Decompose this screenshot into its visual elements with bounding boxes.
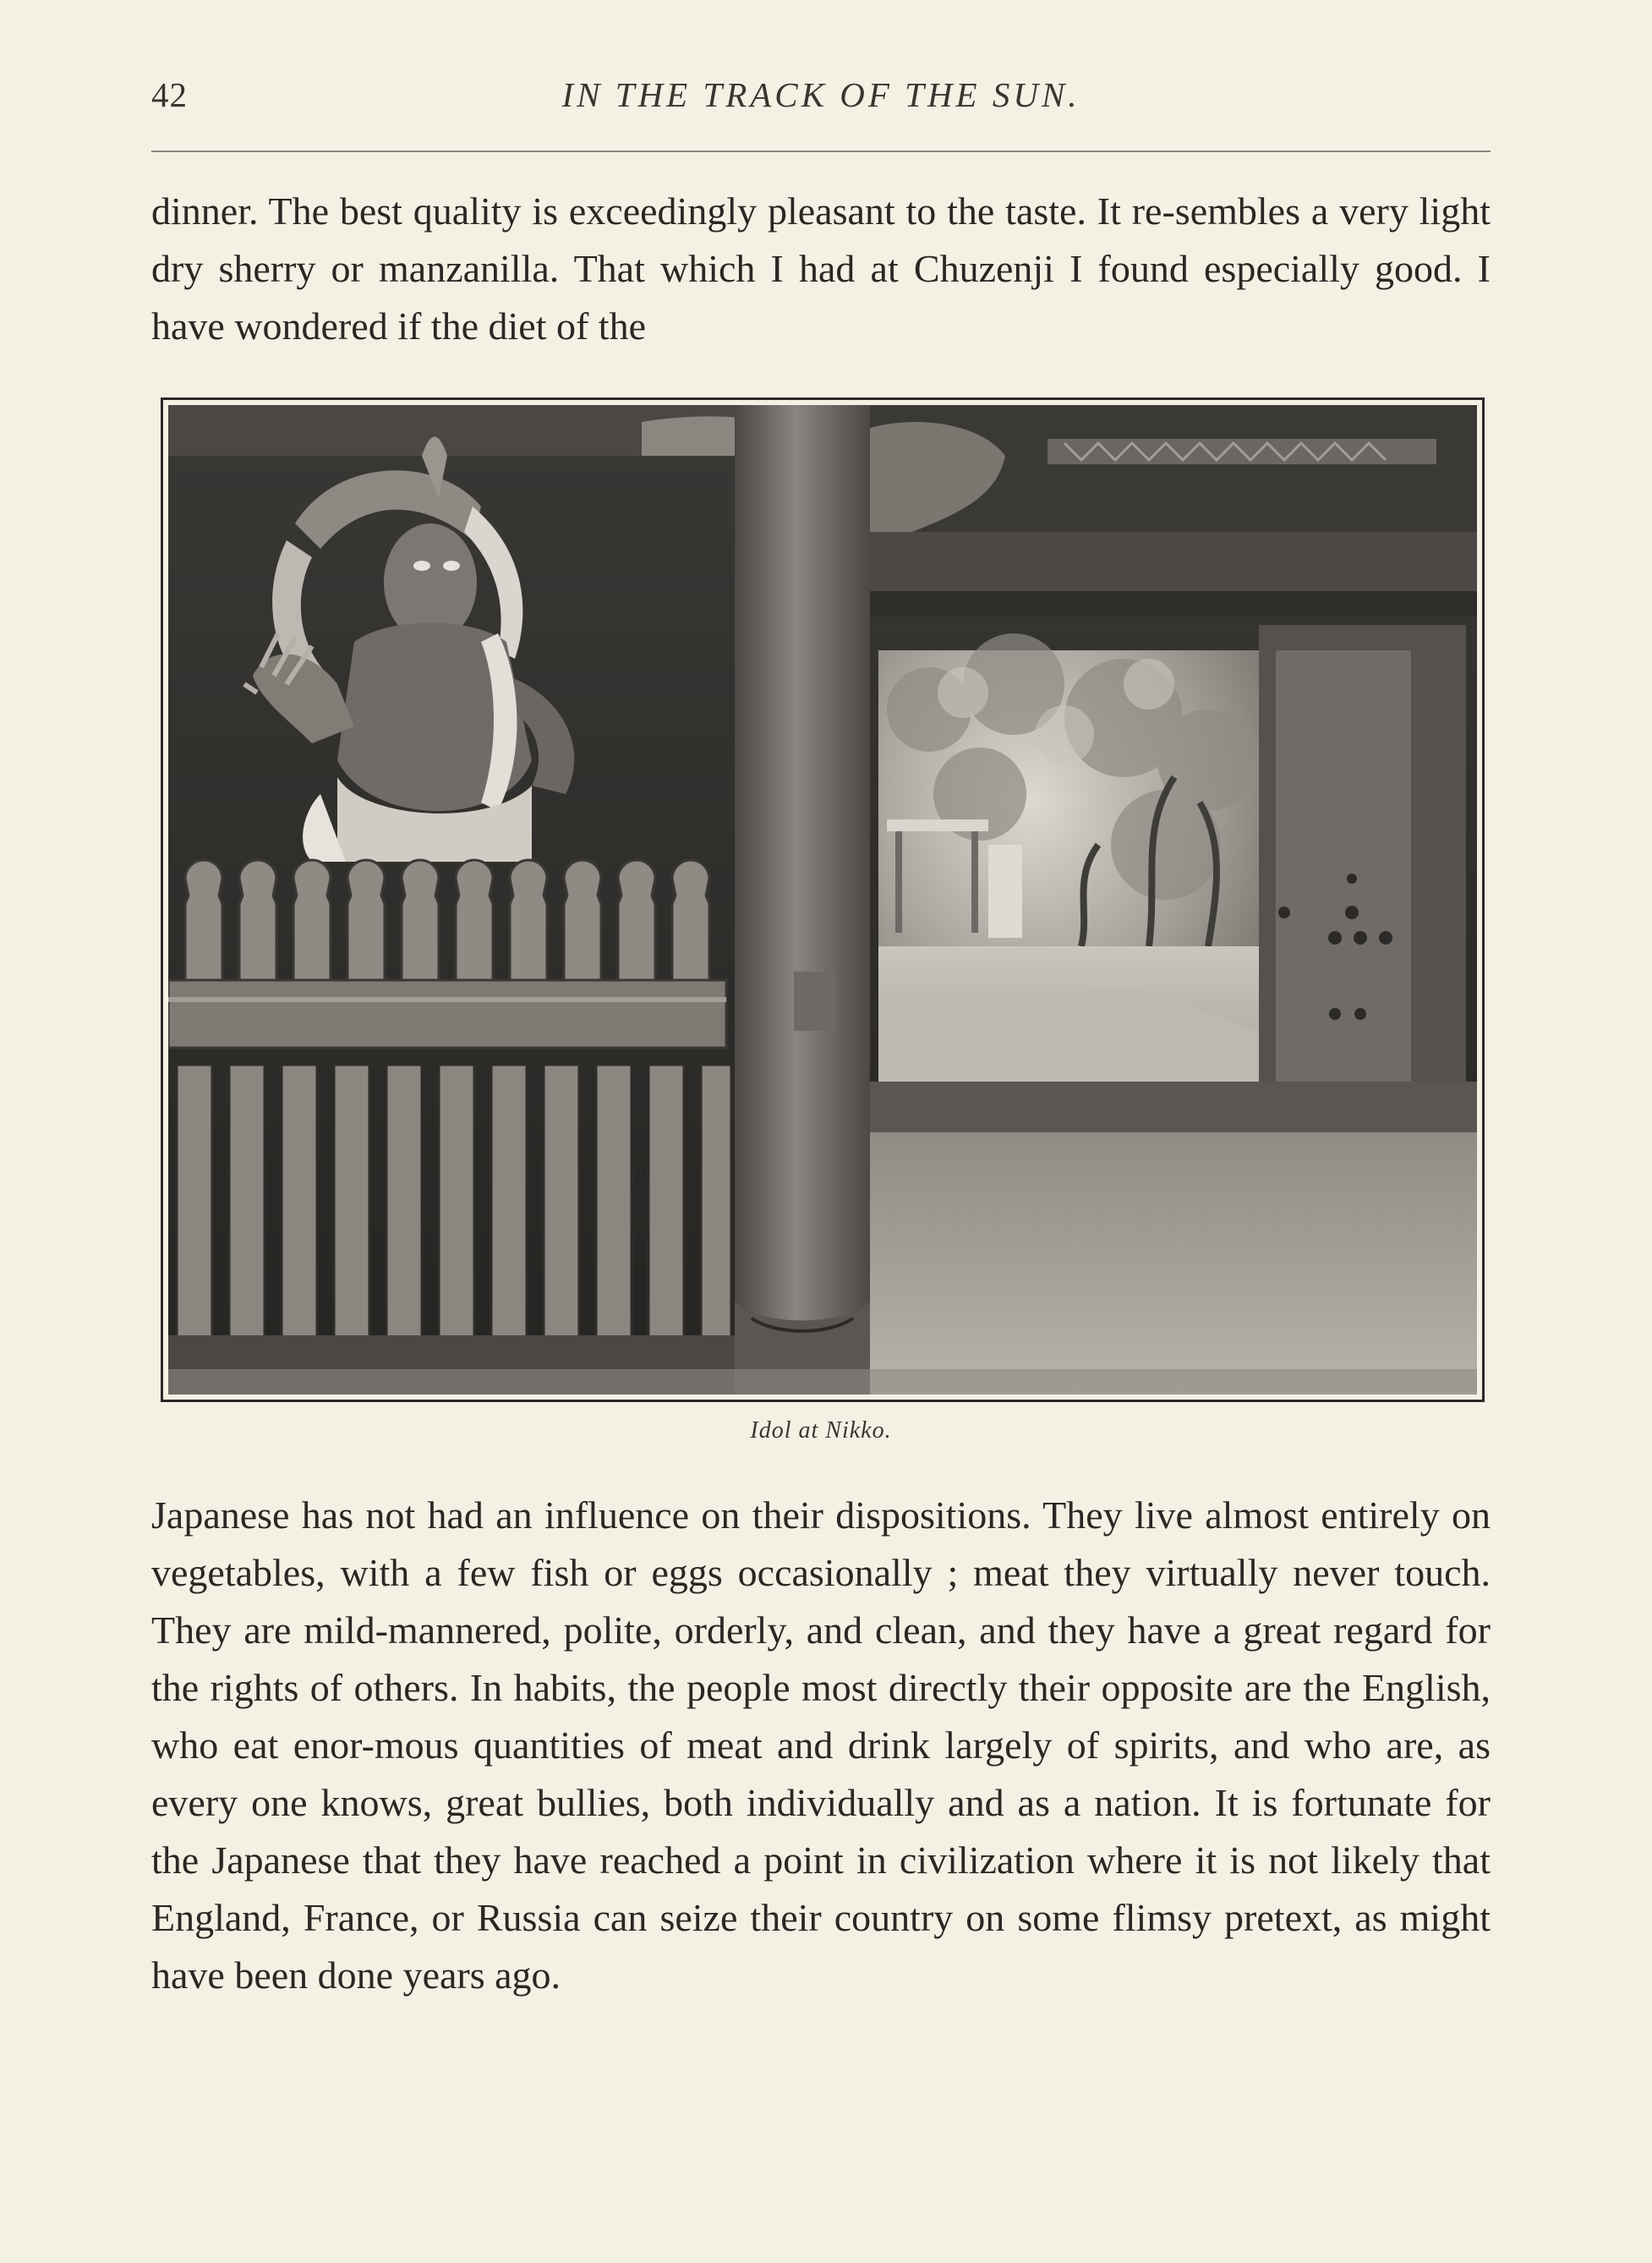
photograph-image: [168, 405, 1477, 1395]
header-rule: [151, 151, 1491, 152]
figure-caption: Idol at Nikko.: [750, 1417, 892, 1444]
photograph-plate: [161, 397, 1485, 1402]
paragraph-top: dinner. The best quality is exceedingly pleasant to the taste. It re-sembles a very light dry sherry or manzanilla. That which I had at Chuzenji I found especially good. I have wondered if the diet of the: [151, 189, 1491, 348]
running-header: [151, 71, 1491, 118]
running-title: IN THE TRACK OF THE SUN.: [561, 75, 1080, 114]
idol-at-nikko-photo: [168, 405, 1477, 1395]
page-number: 42: [151, 75, 188, 114]
paragraph-bottom: Japanese has not had an influence on their dispositions. They live almost entirely on vegetables, with a few fish or eggs occasionally ; meat they virtually never touch. They are mild-mannered, polite, orderly, and clean, and they have a great regard for the rights of others. In habits, the people most directly their opposite are the English, who eat enor-mous quantities of meat and drink largely of spirits, and who are, as every one knows, great bullies, both individually and as a nation. It is fortunate for the Japanese that they have reached a point in civilization where it is not likely that England, France, or Russia can seize their country on some flimsy pretext, as might have been done years ago.: [151, 1493, 1491, 1997]
